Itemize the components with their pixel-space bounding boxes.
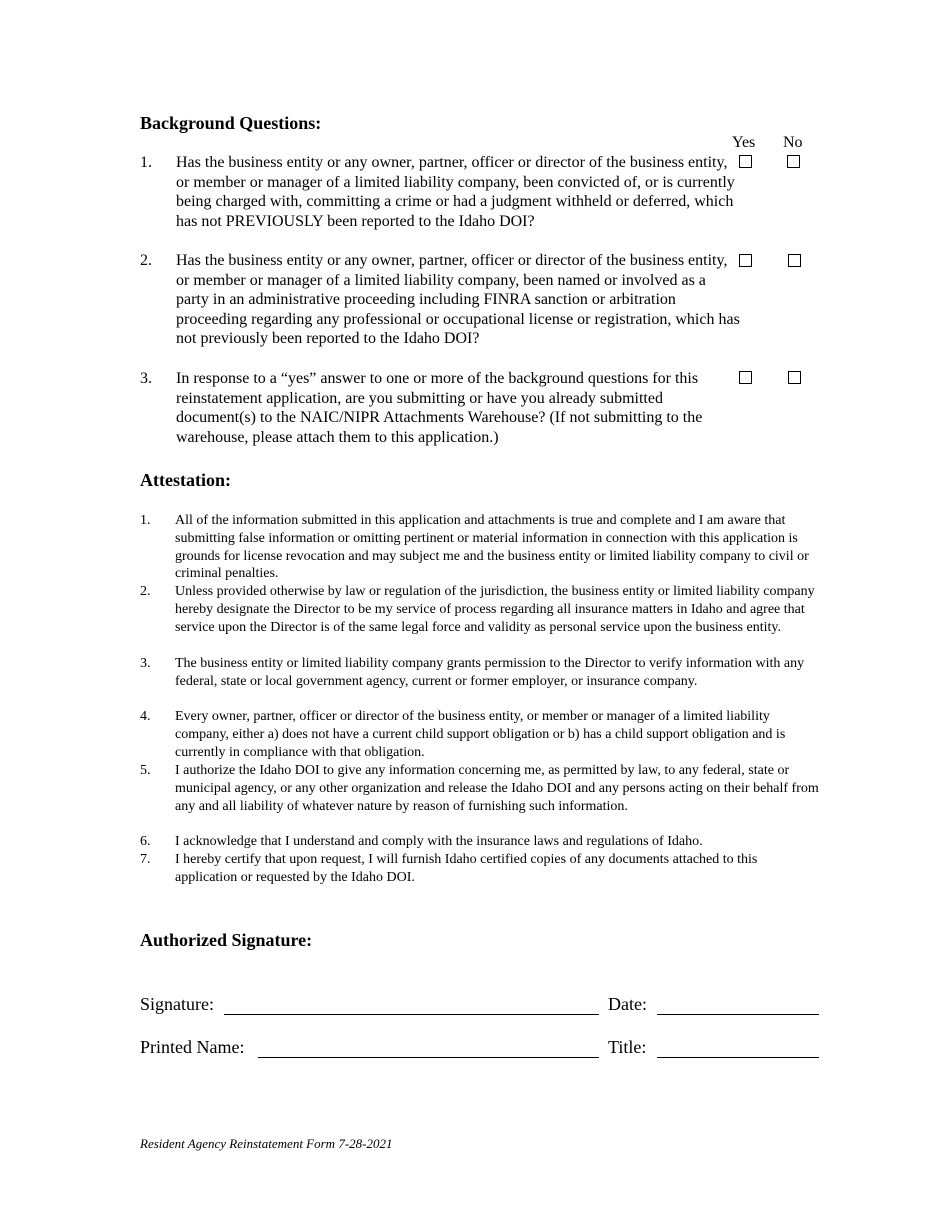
item-text: I hereby certify that upon request, I will furnish Idaho certified copies of any documents attached to this application or requested by the Idaho DOI. xyxy=(175,852,758,885)
attestation-item-5 xyxy=(140,762,820,815)
background-questions-heading: Background Questions: xyxy=(140,113,322,133)
form-footer: Resident Agency Reinstatement Form 7-28-2021 xyxy=(140,1136,393,1151)
background-question-1 xyxy=(140,153,740,231)
background-question-3 xyxy=(140,369,740,447)
date-field[interactable] xyxy=(657,1014,819,1015)
item-number: 1. xyxy=(140,513,151,528)
q3-yes-checkbox[interactable] xyxy=(739,371,752,384)
item-text: I authorize the Idaho DOI to give any information concerning me, as permitted by law, to any federal, state or municipal agency, or any other organization and release the Idaho DOI and any persons acting on their behalf from any and all liability of whatever nature by reason of furnishing such information. xyxy=(175,763,819,814)
question-text: Has the business entity or any owner, partner, officer or director of the business entity, or member or manager of a limited liability company, been convicted of, or is currently being charged with, committing a crime or had a judgment withheld or deferred, which has not PREVIOUSLY been reported to the Idaho DOI? xyxy=(176,154,735,230)
authorized-signature-heading: Authorized Signature: xyxy=(140,930,313,950)
item-number: 7. xyxy=(140,852,151,867)
q1-yes-checkbox[interactable] xyxy=(739,155,752,168)
no-column-label: No xyxy=(783,134,803,151)
question-number: 3. xyxy=(140,370,152,387)
yes-column-label: Yes xyxy=(732,134,756,151)
question-text: Has the business entity or any owner, partner, officer or director of the business entity, or member or manager of a limited liability company, been named or involved as a party in an administrative proceeding including FINRA sanction or arbitration proceeding regarding any professional or occupational license or registration, which has not previously been reported to the Idaho DOI? xyxy=(176,252,740,348)
attestation-item-6 xyxy=(140,833,820,851)
q2-no-checkbox[interactable] xyxy=(788,254,801,267)
item-number: 3. xyxy=(140,656,151,671)
attestation-item-4 xyxy=(140,708,820,761)
printed-name-label: Printed Name: xyxy=(140,1037,245,1057)
printed-name-field[interactable] xyxy=(258,1057,599,1058)
signature-label: Signature: xyxy=(140,994,214,1014)
title-field[interactable] xyxy=(657,1057,819,1058)
item-text: I acknowledge that I understand and comply with the insurance laws and regulations of Idaho. xyxy=(175,834,703,849)
item-number: 4. xyxy=(140,709,151,724)
item-text: Unless provided otherwise by law or regulation of the jurisdiction, the business entity or limited liability company hereby designate the Director to be my service of process regarding all insurance matters in Idaho and agree that service upon the Director is of the same legal force and validity as personal service upon the business entity. xyxy=(175,584,815,635)
attestation-item-2 xyxy=(140,583,820,636)
item-number: 2. xyxy=(140,584,151,599)
signature-field[interactable] xyxy=(224,1014,599,1015)
title-label: Title: xyxy=(608,1037,647,1057)
q3-no-checkbox[interactable] xyxy=(788,371,801,384)
item-text: The business entity or limited liability company grants permission to the Director to verify information with any federal, state or local government agency, current or former employer, or insurance company. xyxy=(175,656,805,689)
item-number: 6. xyxy=(140,834,151,849)
question-number: 1. xyxy=(140,154,152,171)
date-label: Date: xyxy=(608,994,647,1014)
attestation-item-1 xyxy=(140,512,820,583)
attestation-heading: Attestation: xyxy=(140,470,231,490)
q1-no-checkbox[interactable] xyxy=(787,155,800,168)
attestation-item-7 xyxy=(140,851,820,887)
question-text: In response to a “yes” answer to one or more of the background questions for this reinstatement application, are you submitting or have you already submitted document(s) to the NAIC/NIPR Attachments Warehouse? (If not submitting to the warehouse, please attach them to this application.) xyxy=(176,370,703,446)
item-number: 5. xyxy=(140,763,151,778)
question-number: 2. xyxy=(140,252,152,269)
item-text: All of the information submitted in this application and attachments is true and complete and I am aware that submitting false information or omitting pertinent or material information in connection with this application is grounds for license revocation and may subject me and the business entity or limited liability company to civil or criminal penalties. xyxy=(175,513,809,582)
background-question-2 xyxy=(140,251,740,349)
q2-yes-checkbox[interactable] xyxy=(739,254,752,267)
item-text: Every owner, partner, officer or director of the business entity, or member or manager of a limited liability company, either a) does not have a current child support obligation or b) has a child support obligation and is currently in compliance with that obligation. xyxy=(175,709,786,760)
attestation-item-3 xyxy=(140,655,820,691)
